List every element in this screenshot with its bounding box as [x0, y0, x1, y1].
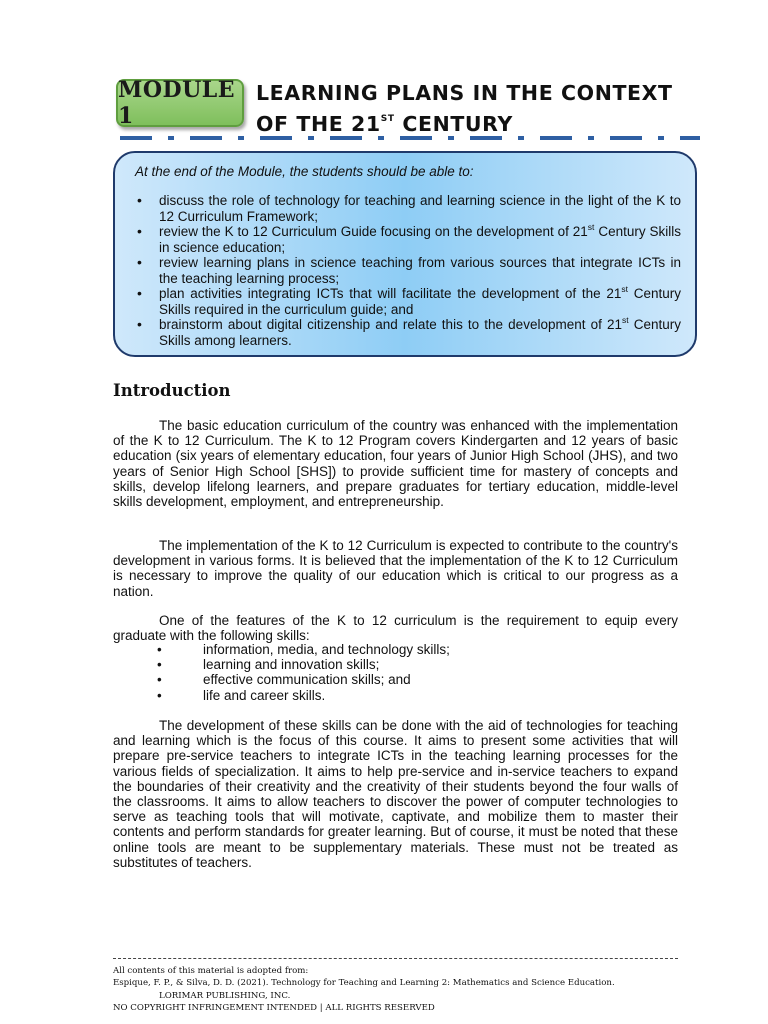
title-line-2: [256, 106, 686, 137]
module-badge: [116, 79, 244, 127]
footer-divider: [113, 958, 678, 959]
title-line-1: LEARNING PLANS IN THE CONTEXT: [256, 81, 673, 105]
skills-list: [157, 642, 450, 703]
footer-line-3: LORIMAR PUBLISHING, INC.: [159, 990, 291, 1001]
title-line-2-suffix: CENTURY: [394, 112, 513, 136]
objectives-list: [135, 193, 681, 348]
objective-item: • brainstorm about digital citizenship and relate this to the development of 21st Century Skills among learners.: [135, 317, 681, 348]
skill-item: • learning and innovation skills;: [157, 657, 450, 672]
decorative-dash-line: [120, 136, 700, 141]
module-title: [256, 80, 686, 137]
footer-line-2: Espique, F. P., & Silva, D. D. (2021). Technology for Teaching and Learning 2: Mathematics and Science Education.: [113, 978, 615, 989]
intro-paragraph-1: The basic education curriculum of the country was enhanced with the implementation of the K to 12 Curriculum. The K to 12 Program covers Kindergarten and 12 years of basic education (six years of elementary education, four years of Junior High School (JHS), and two years of Senior High School [SHS]) to provide sufficient time for mastery of concepts and skills, develop lifelong learners, and prepare graduates for tertiary education, middle-level skills development, employment, and entrepreneurship.: [113, 418, 678, 510]
intro-paragraph-4: The development of these skills can be done with the aid of technologies for teaching and learning which is the focus of this course. It aims to present some activities that will prepare pre-service teachers to integrate ICTs in the teaching learning processes for the various fields of specialization. It aims to help pre-service and in-service teachers to expand the boundaries of their creativity and the creativity of their students beyond the four walls of the classrooms. It aims to allow teachers to discover the power of computer technologies to serve as teaching tools that will motivate, captivate, and mobilize them to master their contents and perform standards for greater learning. But of course, it must be noted that these online tools are meant to be supplementary materials. These must not be treated as substitutes of teachers.: [113, 718, 678, 870]
footer-line-4: NO COPYRIGHT INFRINGEMENT INTENDED | ALL RIGHTS RESERVED: [113, 1003, 435, 1014]
learning-objectives-box: [113, 151, 697, 357]
title-superscript: ST: [380, 114, 395, 124]
footer-credits: [113, 965, 683, 1015]
objective-item: • discuss the role of technology for teaching and learning science in the light of the K to 12 Curriculum Framework;: [135, 193, 681, 224]
objective-item: • review learning plans in science teaching from various sources that integrate ICTs in the teaching learning process;: [135, 255, 681, 286]
objective-item: • review the K to 12 Curriculum Guide focusing on the development of 21st Century Skills in science education;: [135, 224, 681, 255]
footer-line-1: All contents of this material is adopted from:: [113, 966, 309, 976]
introduction-heading: Introduction: [113, 381, 231, 400]
skill-item: • effective communication skills; and: [157, 672, 450, 687]
objective-item: • plan activities integrating ICTs that will facilitate the development of the 21st Century Skills required in the curriculum guide; and: [135, 286, 681, 317]
objectives-intro: At the end of the Module, the students should be able to:: [135, 164, 474, 179]
skill-item: • information, media, and technology skills;: [157, 642, 450, 657]
skill-item: • life and career skills.: [157, 688, 450, 703]
intro-paragraph-2: The implementation of the K to 12 Curriculum is expected to contribute to the country's development in various forms. It is believed that the implementation of the K to 12 Curriculum is necessary to improve the quality of our education which is critical to our progress as a nation.: [113, 538, 678, 599]
intro-paragraph-3: One of the features of the K to 12 curriculum is the requirement to equip every graduate with the following skills:: [113, 613, 678, 644]
title-line-2-text: OF THE 21: [256, 112, 381, 136]
module-label: MODULE 1: [118, 77, 236, 129]
